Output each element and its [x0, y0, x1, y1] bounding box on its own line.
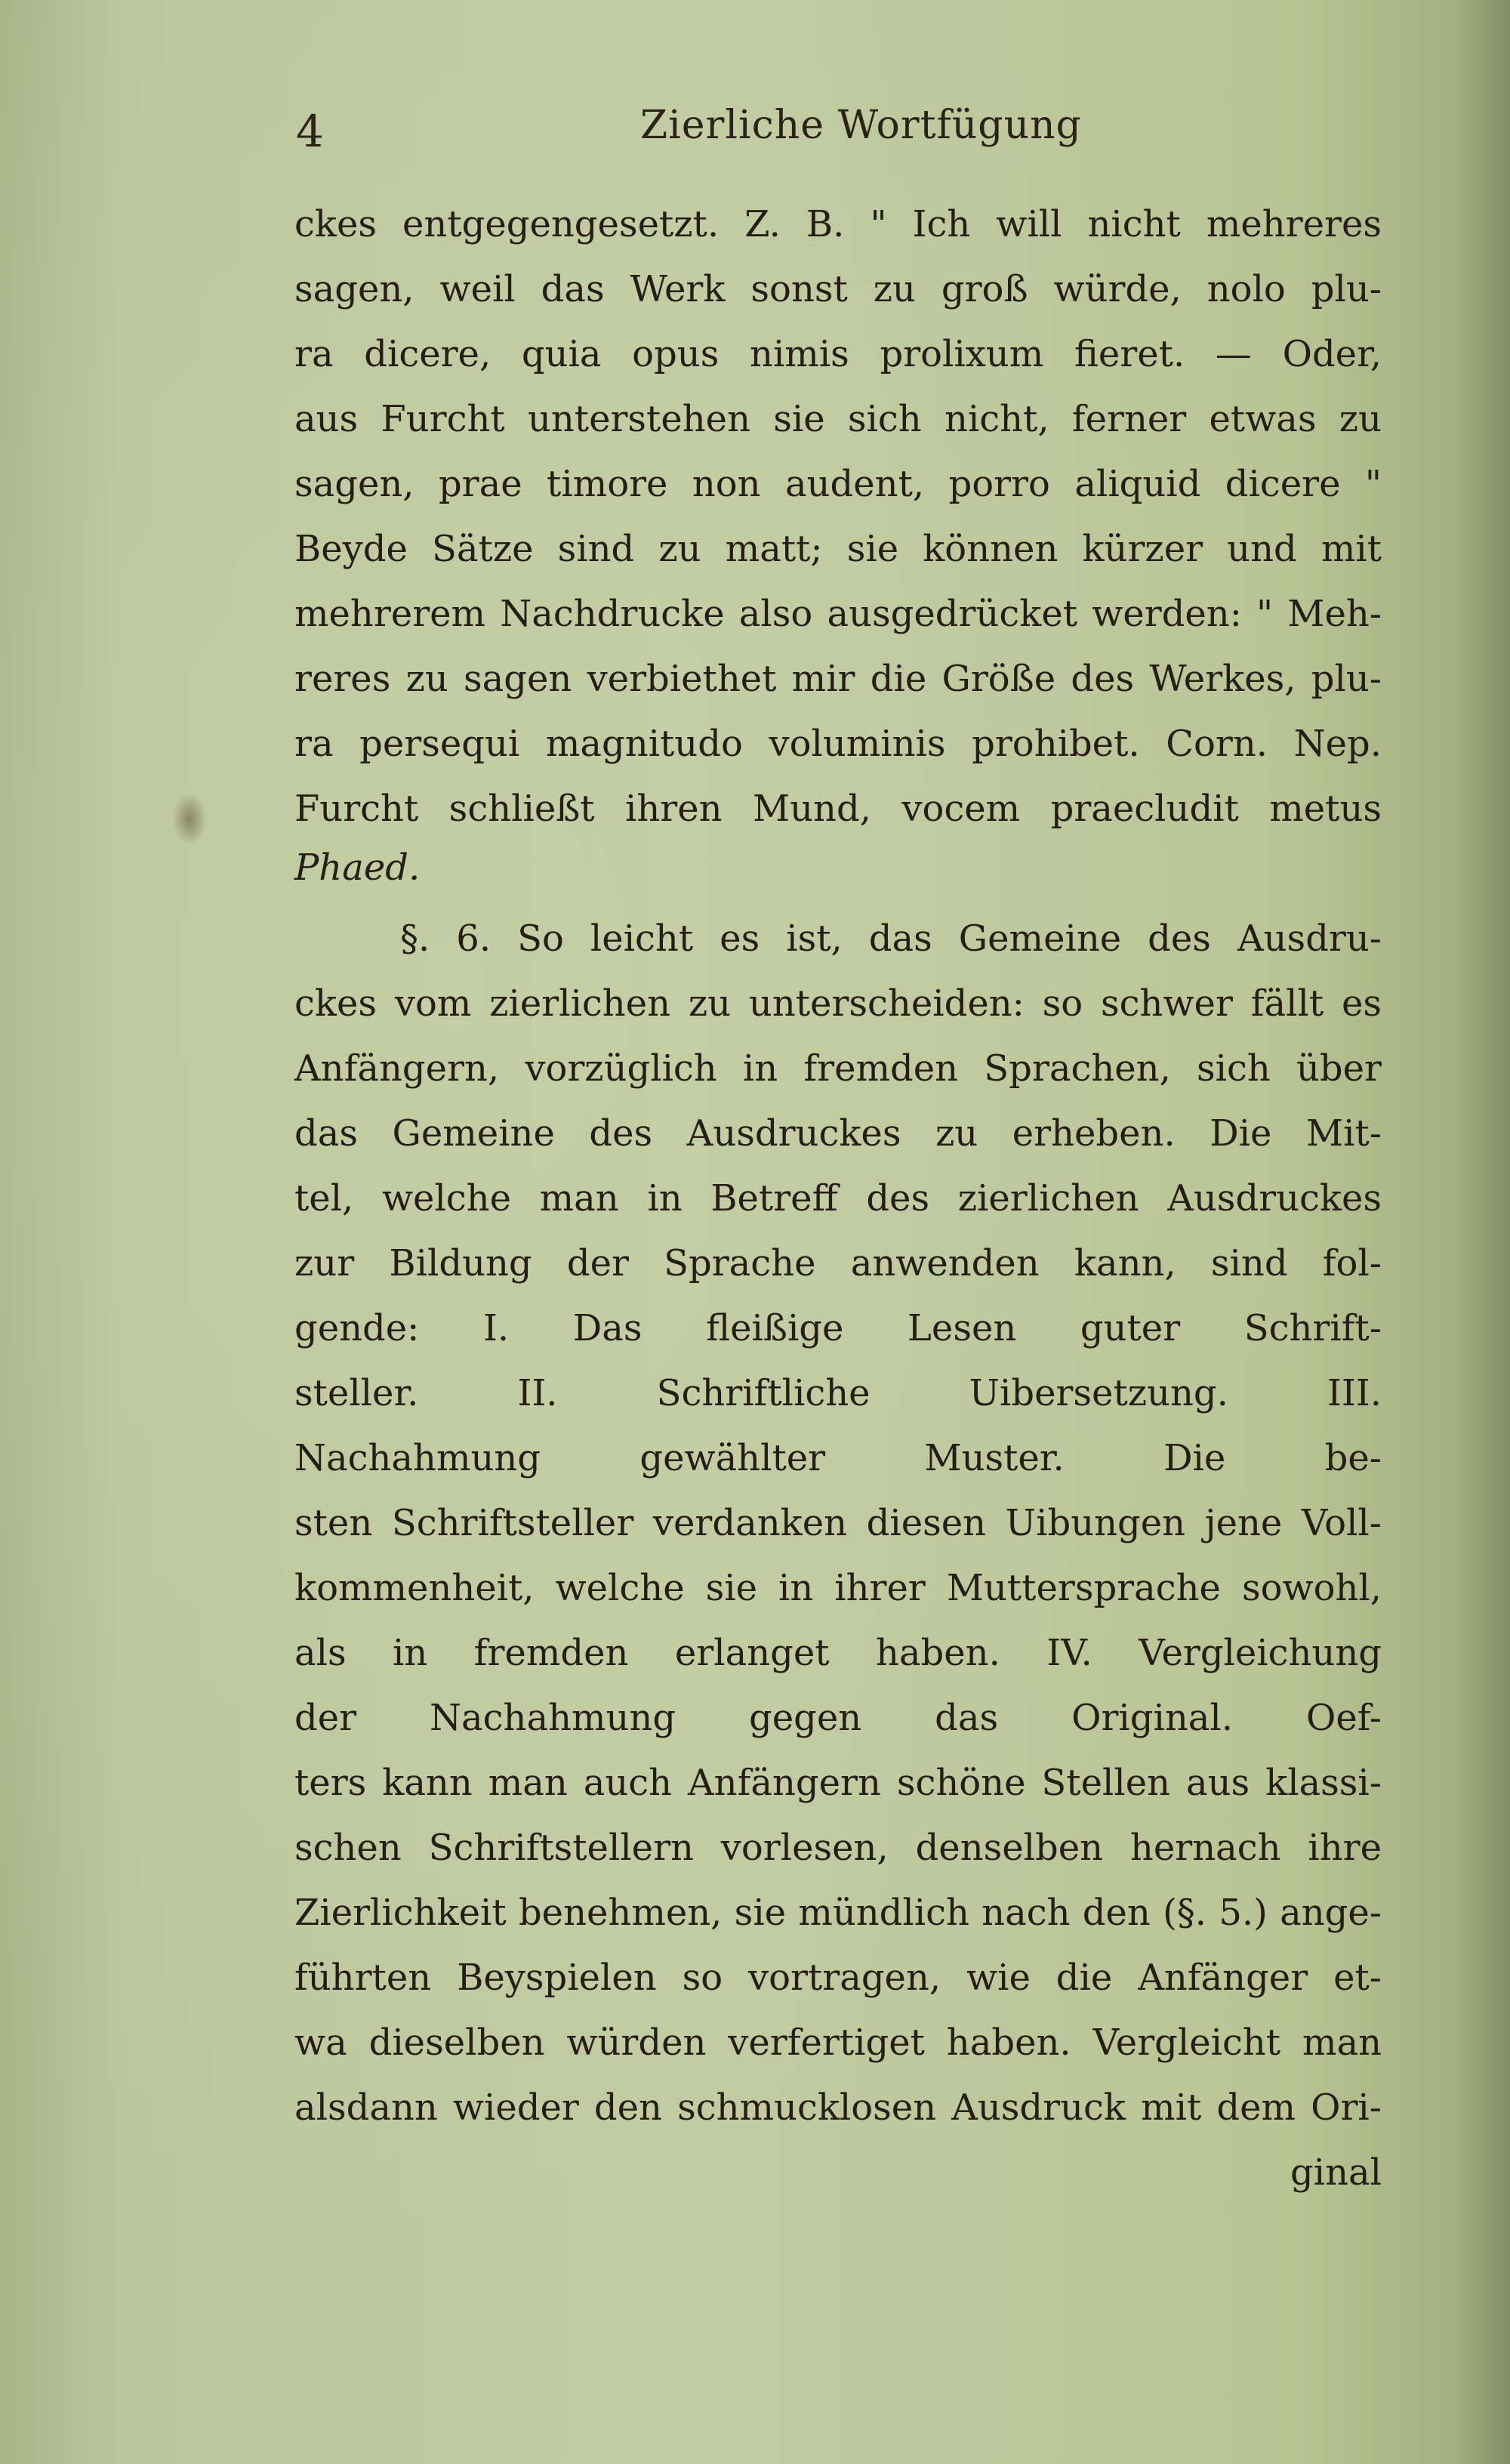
text-line: Anfängern, vorzüglich in fremden Sprachen, sich über — [294, 1047, 1382, 1090]
text-line: das Gemeine des Ausdruckes zu erheben. Die Mit- — [294, 1112, 1382, 1155]
text-line: ters kann man auch Anfängern schöne Stellen aus klassi- — [294, 1762, 1382, 1804]
text-line: sagen, weil das Werk sonst zu groß würde, nolo plu- — [294, 268, 1382, 310]
text-line: Zierlichkeit benehmen, sie mündlich nach den (§. 5.) ange- — [294, 1892, 1382, 1934]
text-line: sten Schriftsteller verdanken diesen Uibungen jene Voll- — [294, 1502, 1382, 1544]
text-line: kommenheit, welche sie in ihrer Muttersprache sowohl, — [294, 1567, 1382, 1609]
text-line: schen Schriftstellern vorlesen, denselben hernach ihre — [294, 1827, 1382, 1869]
text-line: ckes vom zierlichen zu unterscheiden: so schwer fällt es — [294, 982, 1382, 1025]
text-line: steller. II. Schriftliche Uibersetzung. III. — [294, 1372, 1382, 1414]
text-line: mehrerem Nachdrucke also ausgedrücket werden: " Meh- — [294, 593, 1382, 635]
running-head: Zierliche Wortfügung — [640, 103, 1082, 148]
text-line: Furcht schließt ihren Mund, vocem praecludit metus — [294, 788, 1382, 830]
text-line: ckes entgegengesetzt. Z. B. " Ich will nicht mehreres — [294, 203, 1382, 245]
text-line: der Nachahmung gegen das Original. Oef- — [294, 1697, 1382, 1739]
text-line: Beyde Sätze sind zu matt; sie können kürzer und mit — [294, 528, 1382, 570]
text-line: Phaed. — [294, 847, 421, 889]
text-line: reres zu sagen verbiethet mir die Größe des Werkes, plu- — [294, 658, 1382, 700]
text-line: gende: I. Das fleißige Lesen guter Schrift- — [294, 1307, 1382, 1349]
text-line: tel, welche man in Betreff des zierlichen Ausdruckes — [294, 1177, 1382, 1220]
paragraph-start-line: §. 6. So leicht es ist, das Gemeine des Ausdru- — [400, 917, 1382, 960]
text-line: ra dicere, quia opus nimis prolixum fieret. — Oder, — [294, 333, 1382, 375]
catchword: ginal — [1290, 2151, 1382, 2194]
ink-stain — [172, 793, 207, 846]
text-line: alsdann wieder den schmucklosen Ausdruck mit dem Ori- — [294, 2086, 1382, 2129]
text-line: ra persequi magnitudo voluminis prohibet. Corn. Nep. — [294, 723, 1382, 765]
page-number: 4 — [296, 106, 324, 157]
text-line: sagen, prae timore non audent, porro aliquid dicere " — [294, 463, 1382, 505]
text-line: wa dieselben würden verfertiget haben. Vergleicht man — [294, 2021, 1382, 2064]
text-line: führten Beyspielen so vortragen, wie die Anfänger et- — [294, 1957, 1382, 1999]
text-line: aus Furcht unterstehen sie sich nicht, ferner etwas zu — [294, 398, 1382, 440]
text-line: Nachahmung gewählter Muster. Die be- — [294, 1437, 1382, 1479]
text-line: als in fremden erlanget haben. IV. Vergleichung — [294, 1632, 1382, 1674]
page-edge-shadow — [1457, 0, 1510, 2464]
text-line: zur Bildung der Sprache anwenden kann, sind fol- — [294, 1242, 1382, 1284]
